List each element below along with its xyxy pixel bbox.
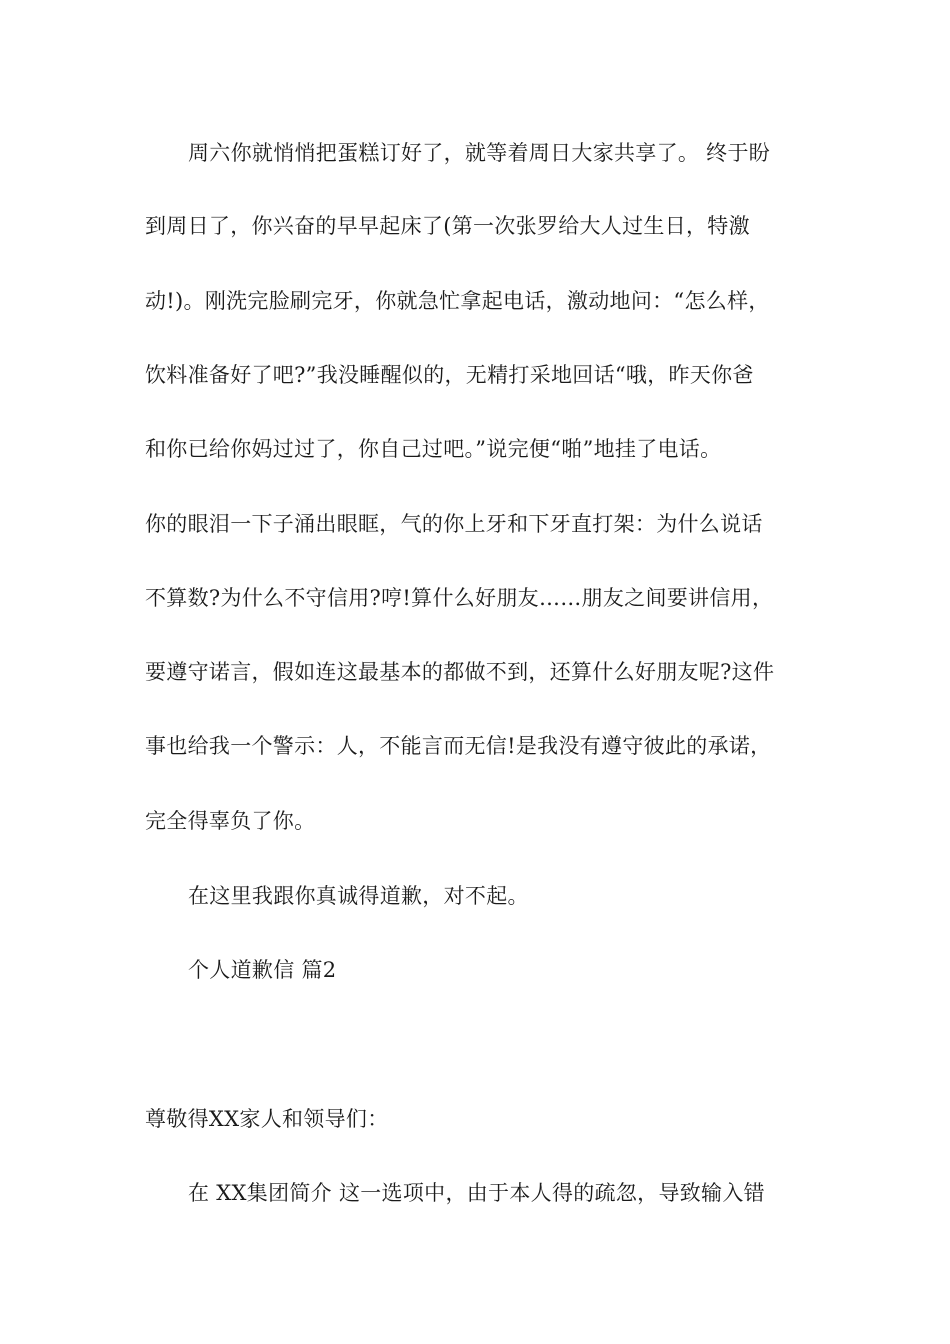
section-heading: 个人道歉信 篇2 bbox=[188, 958, 337, 982]
paragraph-line-5: 和你已给你妈过过了，你自己过吧。”说完便“啪”地挂了电话。 bbox=[145, 437, 722, 461]
paragraph-line-4: 饮料准备好了吧?”我没睡醒似的，无精打采地回话“哦，昨天你爸 bbox=[145, 363, 754, 387]
paragraph-line-10: 完全得辜负了你。 bbox=[145, 809, 316, 833]
paragraph-line-7: 不算数?为什么不守信用?哼!算什么好朋友……朋友之间要讲信用， bbox=[145, 586, 774, 610]
paragraph-line-9: 事也给我一个警示：人，不能言而无信!是我没有遵守彼此的承诺， bbox=[145, 734, 772, 758]
paragraph-line-11: 在 XX集团简介 这一选项中，由于本人得的疏忽，导致输入错 bbox=[188, 1181, 765, 1205]
paragraph-line-6: 你的眼泪一下子涌出眼眶，气的你上牙和下牙直打架：为什么说话 bbox=[145, 512, 763, 536]
salutation-line: 尊敬得XX家人和领导们： bbox=[145, 1107, 389, 1131]
paragraph-line-8: 要遵守诺言，假如连这最基本的都做不到，还算什么好朋友呢?这件 bbox=[145, 660, 775, 684]
paragraph-line-3: 动!)。刚洗完脸刷完牙，你就急忙拿起电话，激动地问：“怎么样， bbox=[145, 289, 770, 313]
paragraph-line-2: 到周日了，你兴奋的早早起床了(第一次张罗给大人过生日，特激 bbox=[145, 214, 750, 238]
paragraph-line-1: 周六你就悄悄把蛋糕订好了，就等着周日大家共享了。 终于盼 bbox=[188, 141, 771, 165]
apology-line: 在这里我跟你真诚得道歉，对不起。 bbox=[188, 884, 529, 908]
